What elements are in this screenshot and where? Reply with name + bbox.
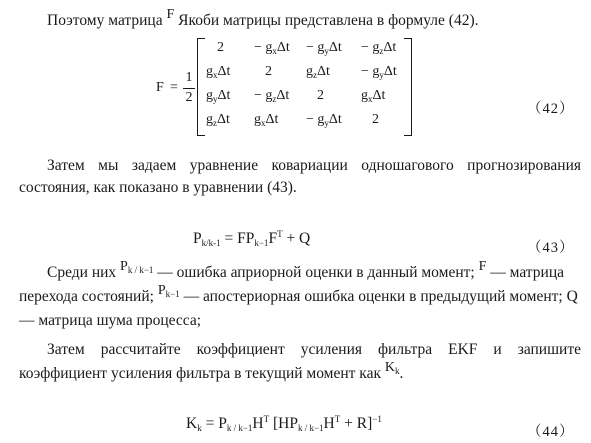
eq42-cell-coef: g: [254, 112, 261, 127]
eq44-h2-sup: T: [334, 414, 341, 424]
eq42-matrix-cell: [206, 64, 230, 83]
p4-l2-a: коэффициент усиления фильтра в текущий момент как: [19, 365, 382, 382]
eq42-matrix-cell: [254, 40, 290, 59]
eq42-cell-coef: − g: [361, 40, 380, 55]
p3-l1-sym-sub: k / k−1: [127, 265, 154, 275]
eq44-eq: = P: [201, 415, 227, 432]
p4-l2-sym: [385, 360, 400, 375]
eq42-cell-sub: z: [272, 94, 277, 104]
eq42-matrix-cell: 2: [317, 88, 324, 103]
eq42-cell-sub: y: [324, 118, 329, 128]
paragraph-ekf-line1: Затем рассчитайте коэффициент усиления фильтра EKF и запишите: [47, 341, 581, 358]
eq44-h-sup: T: [263, 414, 270, 424]
p3-l2-b: — апостериорная ошибка оценки в предыдущий момент; Q: [183, 288, 578, 305]
eq43-eq: = FP: [220, 230, 255, 247]
eq44-tail-sup: −1: [372, 414, 382, 424]
eq42-matrix-cell: [206, 112, 230, 131]
eq42-matrix-cell: [254, 88, 289, 107]
eq42-frac-num: 1: [185, 70, 193, 85]
paragraph-where-line1: [47, 259, 564, 287]
p4-l2-sym-base: K: [384, 360, 396, 375]
paragraph-ekf-line2: [19, 360, 404, 388]
eq43-f-sup: T: [277, 229, 283, 239]
eq42-cell-dt: Δt: [217, 64, 231, 79]
eq42-cell-coef: g: [206, 64, 213, 79]
eq42-cell-coef: − g: [254, 88, 273, 103]
eq42-matrix-cell: [361, 88, 385, 107]
eq42-matrix-cell: [306, 112, 342, 131]
p3-l2-sym-sub: k−1: [165, 289, 180, 299]
eq42-cell-sub: z: [313, 70, 317, 80]
eq42-matrix-cell: [206, 88, 230, 107]
eq43-number: （43）: [527, 240, 575, 256]
paragraph-where-line3: — матрица шума процесса;: [19, 312, 202, 329]
paragraph-covariance-line2: состояния, как показано в уравнении (43).: [19, 179, 297, 196]
eq42-right-bracket: [404, 38, 412, 136]
eq42-matrix-cell: [306, 40, 342, 59]
eq42-matrix-cell: [361, 40, 396, 59]
eq44-k: K: [186, 415, 198, 432]
eq42-frac-den: 2: [185, 90, 193, 105]
eq42-cell-dt: Δt: [383, 64, 397, 79]
p3-l1-a: Среди них: [47, 264, 117, 281]
eq44-tail: + R]: [340, 415, 373, 432]
eq42-frac-bar: [183, 88, 195, 89]
eq44-bracket: [HP: [269, 415, 298, 432]
p4-l2-end: .: [399, 365, 404, 382]
eq42-matrix-cell: [306, 64, 330, 83]
p3-l1-c: — матрица: [490, 264, 564, 281]
eq42-matrix-cell: 2: [265, 64, 272, 79]
p3-l2-sym: [158, 283, 180, 298]
eq42-cell-dt: Δt: [276, 40, 290, 55]
eq42-cell-sub: z: [379, 46, 384, 56]
p3-l2-a: перехода состояний;: [19, 288, 154, 305]
eq42-cell-coef: g: [306, 64, 313, 79]
eq42-matrix-cell: 2: [372, 112, 379, 127]
eq42-cell-dt: Δt: [265, 112, 279, 127]
eq42-equals: =: [170, 80, 178, 95]
eq43-p: P: [193, 230, 202, 247]
eq42-cell-dt: Δt: [217, 88, 231, 103]
p3-l1-sym-base: P: [120, 259, 128, 274]
eq44-p-sub: k / k−1: [226, 423, 253, 433]
eq43-p2-sub: k−1: [254, 238, 269, 248]
paragraph-intro-42: [47, 7, 479, 32]
eq44-h: H: [252, 415, 264, 432]
eq42-cell-dt: Δt: [372, 88, 386, 103]
eq43-tail: + Q: [282, 230, 311, 247]
p3-l2-sym-base: P: [157, 283, 166, 298]
eq42-cell-coef: g: [206, 112, 213, 127]
eq42-cell-sub: x: [261, 118, 266, 128]
eq44-h2: H: [323, 415, 335, 432]
eq42-matrix-cell: [254, 112, 278, 131]
eq42-cell-coef: − g: [306, 40, 325, 55]
p4-l2-sym-sub: k: [395, 366, 400, 376]
paragraph-covariance-line1: Затем мы задаем уравнение ковариации одношагового прогнозирования: [47, 157, 581, 174]
eq42-cell-sub: x: [368, 94, 373, 104]
eq42-left-bracket: [197, 38, 205, 136]
eq42-lhs: F: [156, 80, 164, 95]
p1-text-before: Поэтому матрица: [47, 12, 163, 29]
eq42-cell-coef: − g: [361, 64, 380, 79]
eq44-k-sub: k: [197, 423, 202, 433]
eq42-cell-dt: Δt: [317, 64, 330, 79]
eq44-number: （44）: [527, 424, 575, 440]
eq44-p2-sub: k / k−1: [297, 423, 324, 433]
eq42-cell-dt: Δt: [217, 112, 230, 127]
eq42-cell-dt: Δt: [276, 88, 290, 103]
eq42-cell-sub: y: [324, 46, 329, 56]
eq42-cell-dt: Δt: [383, 40, 397, 55]
eq42-cell-sub: y: [213, 94, 218, 104]
p1-symbol-f: F: [166, 7, 175, 22]
eq42-matrix-cell: 2: [217, 40, 224, 55]
eq42-matrix-cell: [361, 64, 397, 83]
eq42-cell-sub: x: [213, 70, 218, 80]
eq42-cell-coef: − g: [254, 40, 273, 55]
eq43-p-sub: k/k-1: [201, 238, 221, 248]
p1-text-after: Якоби матрицы представлена в формуле (42).: [178, 12, 479, 29]
eq42-cell-sub: z: [213, 118, 217, 128]
eq42-number: （42）: [527, 101, 575, 117]
eq43-f: F: [268, 230, 278, 247]
eq42-cell-sub: y: [379, 70, 384, 80]
eq42-cell-sub: x: [272, 46, 277, 56]
eq42-cell-dt: Δt: [328, 112, 342, 127]
eq42-cell-coef: g: [206, 88, 213, 103]
p3-l1-sym: [120, 259, 153, 274]
eq42-cell-coef: − g: [306, 112, 325, 127]
p3-l1-sym2: F: [478, 259, 487, 274]
eq42-cell-coef: g: [361, 88, 368, 103]
paragraph-where-line2: [19, 283, 578, 311]
equation-44: [186, 409, 382, 438]
p3-l1-b: — ошибка априорной оценки в данный момент;: [157, 264, 475, 281]
equation-43: [193, 224, 310, 253]
eq42-cell-dt: Δt: [328, 40, 342, 55]
